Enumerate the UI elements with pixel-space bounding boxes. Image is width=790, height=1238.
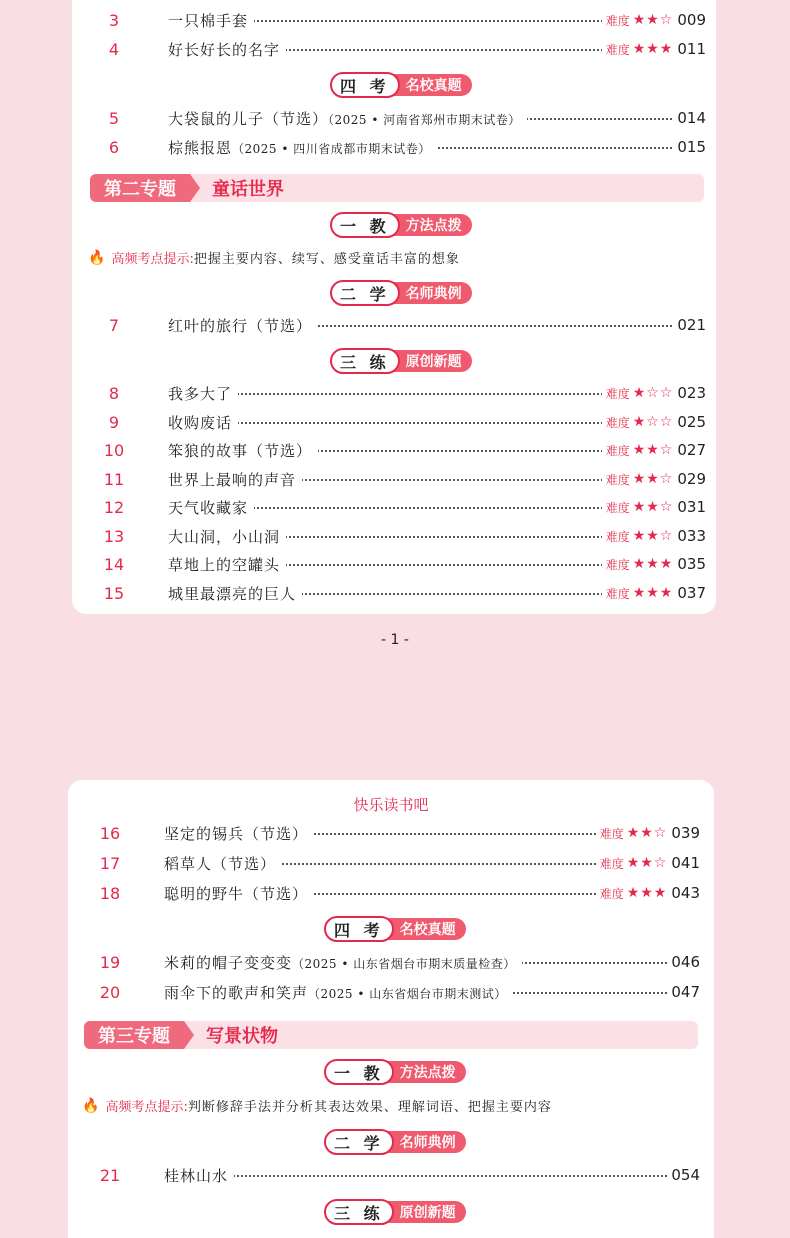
- toc-entry[interactable]: [94, 550, 706, 578]
- toc-entry[interactable]: [94, 379, 706, 407]
- difficulty-label: 难度: [605, 42, 630, 57]
- entry-number: 8: [108, 383, 120, 403]
- entry-title: 收购废话: [168, 412, 238, 433]
- entry-number: 11: [103, 469, 125, 489]
- difficulty-stars: ★★★: [632, 556, 674, 572]
- entry-title: 米莉的帽子变变变: [164, 953, 293, 972]
- hint-text: 判断修辞手法并分析其表达效果、理解词语、把握主要内容: [187, 1100, 552, 1115]
- difficulty-label: 难度: [605, 529, 630, 544]
- page-ref: 011: [677, 40, 706, 58]
- badge-lead: 三 练: [334, 1203, 384, 1223]
- badge-pill: 方法点拨: [390, 214, 472, 236]
- hint-label: 高频考点提示:: [105, 1100, 188, 1115]
- difficulty-stars: ★★☆: [632, 528, 674, 544]
- toc-entry[interactable]: [94, 104, 706, 132]
- page-ref: 046: [671, 953, 700, 971]
- entry-title: 红叶的旅行（节选）: [168, 315, 318, 336]
- badge-pill: 方法点拨: [384, 1061, 466, 1083]
- hint-line: [82, 1096, 552, 1115]
- difficulty-label: 难度: [605, 500, 630, 515]
- page-ref: 043: [671, 884, 700, 902]
- flame-icon: 🔥: [88, 249, 106, 266]
- toc-entry[interactable]: [94, 522, 706, 550]
- badge-lead: 一 教: [334, 1063, 384, 1083]
- entry-source: （2025 • 河南省郑州市期末试卷）: [328, 112, 521, 127]
- page-ref: 039: [671, 824, 700, 842]
- difficulty-label: 难度: [605, 386, 630, 401]
- page-ref: 041: [671, 854, 700, 872]
- toc-entry[interactable]: [94, 408, 706, 436]
- entry-title: 大袋鼠的儿子（节选）: [168, 109, 329, 128]
- page-ref: 025: [677, 413, 706, 431]
- entry-source: （2025 • 山东省烟台市期末质量检查）: [292, 956, 516, 971]
- toc-entry[interactable]: [94, 436, 706, 464]
- entry-number: 4: [108, 39, 120, 59]
- toc-entry[interactable]: [90, 948, 700, 976]
- toc-entry[interactable]: [90, 819, 700, 847]
- page-ref: 054: [671, 1166, 700, 1184]
- toc-card-2: [68, 780, 714, 1238]
- section-header: [90, 174, 704, 202]
- toc-entry[interactable]: [90, 879, 700, 907]
- toc-entry[interactable]: [94, 133, 706, 161]
- entry-source: （2025 • 山东省烟台市期末测试）: [308, 986, 507, 1001]
- toc-entry[interactable]: [94, 35, 706, 63]
- entry-number: 21: [99, 1165, 121, 1185]
- entry-number: 9: [108, 412, 120, 432]
- section-tag: 第三专题: [84, 1021, 184, 1049]
- entry-title: 雨伞下的歌声和笑声: [164, 983, 309, 1002]
- badge-pill: 名师典例: [390, 282, 472, 304]
- entry-title: 天气收藏家: [168, 497, 254, 518]
- entry-number: 3: [108, 10, 120, 30]
- difficulty-label: 难度: [605, 443, 630, 458]
- toc-entry[interactable]: [94, 493, 706, 521]
- difficulty-label: 难度: [599, 826, 624, 841]
- section-name: 写景状物: [206, 1026, 278, 1047]
- badge-yi-jiao: [330, 213, 472, 237]
- badge-lead: 二 学: [334, 1133, 384, 1153]
- badge-pill: 名师典例: [384, 1131, 466, 1153]
- difficulty-stars: ★☆☆: [632, 385, 674, 401]
- difficulty-label: 难度: [599, 886, 624, 901]
- entry-number: 18: [99, 883, 121, 903]
- toc-entry[interactable]: [90, 1161, 700, 1189]
- reading-heading: 快乐读书吧: [353, 796, 429, 814]
- difficulty-label: 难度: [605, 415, 630, 430]
- entry-number: 13: [103, 526, 125, 546]
- entry-source: （2025 • 四川省成都市期末试卷）: [232, 141, 431, 156]
- page-ref: 015: [677, 138, 706, 156]
- flame-icon: 🔥: [82, 1097, 100, 1114]
- entry-title: 棕熊报恩: [168, 138, 233, 157]
- difficulty-stars: ★★★: [626, 885, 668, 901]
- badge-pill: 原创新题: [390, 350, 472, 372]
- page-ref: 031: [677, 498, 706, 516]
- difficulty-stars: ★★☆: [626, 855, 668, 871]
- badge-si-kao: [330, 73, 472, 97]
- toc-entry[interactable]: [94, 311, 706, 339]
- badge-lead: 一 教: [340, 216, 390, 236]
- entry-title: 笨狼的故事（节选）: [168, 440, 318, 461]
- page-ref: 014: [677, 109, 706, 127]
- difficulty-label: 难度: [605, 557, 630, 572]
- toc-entry[interactable]: [94, 6, 706, 34]
- leader-dots: [174, 422, 626, 424]
- entry-title: 世界上最响的声音: [168, 469, 302, 490]
- difficulty-stars: ★★★: [632, 585, 674, 601]
- toc-entry[interactable]: [94, 579, 706, 607]
- section-tag: 第二专题: [90, 174, 190, 202]
- badge-lead: 三 练: [340, 352, 390, 372]
- hint-line: [88, 248, 460, 267]
- page-ref: 023: [677, 384, 706, 402]
- entry-number: 16: [99, 823, 121, 843]
- badge-pill: 名校真题: [390, 74, 472, 96]
- badge-pill: 名校真题: [384, 918, 466, 940]
- difficulty-label: 难度: [605, 13, 630, 28]
- difficulty-label: 难度: [599, 856, 624, 871]
- difficulty-stars: ★☆☆: [632, 414, 674, 430]
- entry-title: 我多大了: [168, 383, 238, 404]
- badge-pill: 原创新题: [384, 1201, 466, 1223]
- entry-title: 聪明的野牛（节选）: [164, 883, 314, 904]
- entry-title: 草地上的空罐头: [168, 554, 286, 575]
- entry-number: 17: [99, 853, 121, 873]
- entry-number: 20: [99, 982, 121, 1002]
- section-name: 童话世界: [212, 179, 284, 200]
- entry-number: 7: [108, 315, 120, 335]
- page-number: - 1 -: [381, 632, 409, 648]
- entry-title: 城里最漂亮的巨人: [168, 583, 302, 604]
- badge-er-xue: [330, 281, 472, 305]
- badge-er-xue: [324, 1130, 466, 1154]
- entry-title: 桂林山水: [164, 1165, 234, 1186]
- entry-number: 14: [103, 554, 125, 574]
- page-ref: 033: [677, 527, 706, 545]
- entry-number: 19: [99, 952, 121, 972]
- badge-si-kao: [324, 917, 466, 941]
- entry-title: 一只棉手套: [168, 10, 254, 31]
- difficulty-stars: ★★★: [632, 41, 674, 57]
- toc-entry[interactable]: [94, 465, 706, 493]
- leader-dots: [174, 393, 626, 395]
- page-ref: 035: [677, 555, 706, 573]
- badge-lead: 四 考: [334, 920, 384, 940]
- page-ref: 009: [677, 11, 706, 29]
- toc-entry[interactable]: [90, 978, 700, 1006]
- badge-yi-jiao: [324, 1060, 466, 1084]
- leader-dots: [170, 1175, 670, 1177]
- badge-san-lian: [324, 1200, 466, 1224]
- badge-lead: 四 考: [340, 76, 390, 96]
- page-ref: 029: [677, 470, 706, 488]
- page-ref: 027: [677, 441, 706, 459]
- toc-card-1: [72, 0, 716, 614]
- page-ref: 037: [677, 584, 706, 602]
- page-ref: 021: [677, 316, 706, 334]
- badge-san-lian: [330, 349, 472, 373]
- difficulty-label: 难度: [605, 472, 630, 487]
- page-ref: 047: [671, 983, 700, 1001]
- toc-entry[interactable]: [90, 849, 700, 877]
- difficulty-stars: ★★☆: [632, 442, 674, 458]
- entry-title: 大山洞，小山洞: [168, 526, 286, 547]
- difficulty-stars: ★★☆: [626, 825, 668, 841]
- difficulty-stars: ★★☆: [632, 471, 674, 487]
- entry-number: 5: [108, 108, 120, 128]
- hint-text: 把握主要内容、续写、感受童话丰富的想象: [193, 252, 460, 267]
- entry-title: 稻草人（节选）: [164, 853, 282, 874]
- entry-number: 10: [103, 440, 125, 460]
- hint-label: 高频考点提示:: [111, 252, 194, 267]
- difficulty-stars: ★★☆: [632, 499, 674, 515]
- difficulty-stars: ★★☆: [632, 12, 674, 28]
- entry-number: 12: [103, 497, 125, 517]
- difficulty-label: 难度: [605, 586, 630, 601]
- entry-title: 坚定的锡兵（节选）: [164, 823, 314, 844]
- entry-number: 6: [108, 137, 120, 157]
- entry-number: 15: [103, 583, 125, 603]
- entry-title: 好长好长的名字: [168, 39, 286, 60]
- badge-lead: 二 学: [340, 284, 390, 304]
- section-header: [84, 1021, 698, 1049]
